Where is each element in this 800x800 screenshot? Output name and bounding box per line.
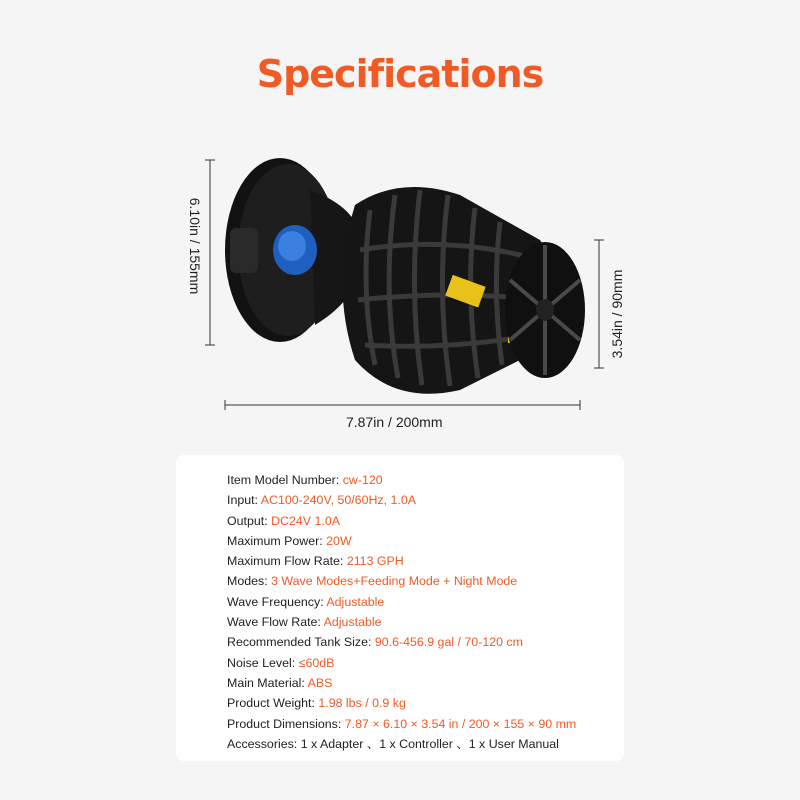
spec-value: ≤60dB: [298, 655, 335, 670]
spec-value: AC100-240V, 50/60Hz, 1.0A: [260, 493, 416, 508]
spec-value: Adjustable: [326, 594, 385, 609]
spec-row: [227, 734, 576, 754]
spec-row: [227, 490, 576, 510]
spec-value: cw-120: [342, 473, 383, 487]
spec-value: 2113 GPH: [346, 554, 404, 569]
wave-pump-image: [190, 150, 610, 425]
diameter-dimension-label: 3.54in / 90mm: [609, 269, 625, 359]
specifications-list: [227, 470, 576, 754]
spec-row: [227, 551, 576, 571]
spec-row: [227, 632, 576, 652]
spec-label: Noise Level:: [227, 655, 299, 670]
spec-label: Product Dimensions:: [227, 716, 345, 731]
spec-label: Wave Frequency:: [227, 594, 327, 609]
spec-label: Input:: [227, 493, 261, 508]
height-dimension-label: 6.10in / 155mm: [187, 197, 203, 295]
spec-value: 90.6-456.9 gal / 70-120 cm: [374, 635, 523, 650]
spec-label: Maximum Power:: [227, 533, 327, 548]
spec-value: ABS: [307, 675, 333, 690]
spec-label: Output:: [227, 513, 272, 528]
page-title: Specifications: [256, 52, 544, 96]
spec-label: Main Material:: [227, 675, 308, 690]
spec-value: DC24V 1.0A: [271, 513, 340, 528]
spec-row: [227, 592, 576, 612]
spec-value: 20W: [326, 533, 352, 548]
spec-value: 1.98 lbs / 0.9 kg: [318, 696, 406, 711]
spec-value: Adjustable: [323, 615, 382, 630]
spec-row: [227, 612, 576, 632]
spec-row: [227, 714, 576, 734]
spec-row: [227, 511, 576, 531]
spec-row: [227, 693, 576, 713]
spec-value: 1 x Adapter 、1 x Controller 、1 x User Manual: [300, 736, 559, 751]
spec-label: Product Weight:: [227, 696, 319, 711]
spec-label: Wave Flow Rate:: [227, 615, 324, 630]
spec-row: [227, 653, 576, 673]
spec-label: Recommended Tank Size:: [227, 635, 375, 650]
spec-label: Item Model Number:: [227, 473, 343, 487]
spec-value: 3 Wave Modes+Feeding Mode + Night Mode: [271, 574, 518, 589]
spec-label: Maximum Flow Rate:: [227, 554, 347, 569]
spec-value: 7.87 × 6.10 × 3.54 in / 200 × 155 × 90 mm: [344, 716, 577, 731]
spec-label: Modes:: [227, 574, 272, 589]
spec-row: [227, 571, 576, 591]
spec-row: [227, 673, 576, 693]
spec-row: [227, 470, 576, 490]
spec-label: Accessories:: [227, 736, 301, 751]
width-dimension-label: 7.87in / 200mm: [346, 414, 443, 430]
spec-row: [227, 531, 576, 551]
